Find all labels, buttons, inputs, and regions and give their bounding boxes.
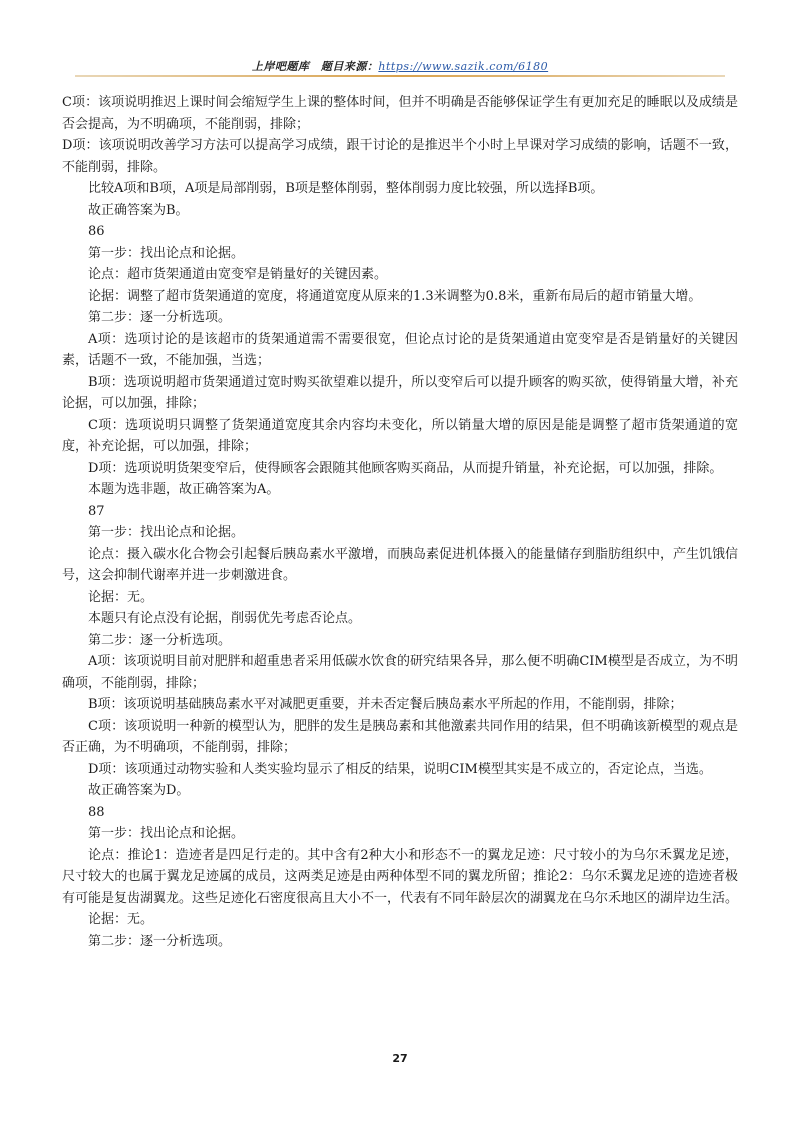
paragraph: 第一步：找出论点和论据。 [88, 525, 245, 540]
paragraph: 第二步：逐一分析选项。 [88, 310, 232, 325]
header-divider [75, 75, 725, 77]
paragraph: A项：该项说明目前对肥胖和超重患者采用低碳水饮食的研究结果各异，那么便不明确CIM模型是否成立，为不明确项，不能削弱，排除； [62, 654, 738, 691]
page-number: 27 [392, 1052, 408, 1065]
paragraph: 本题为选非题，故正确答案为A。 [88, 482, 280, 497]
paragraph: 论点：超市货架通道由宽变窄是销量好的关键因素。 [88, 267, 388, 282]
paragraph: 86 [88, 224, 105, 239]
paragraph: D项：该项通过动物实验和人类实验均显示了相反的结果，说明CIM模型其实是不成立的，否定论点，当选。 [88, 761, 712, 777]
paragraph: 论据：调整了超市货架通道的宽度，将通道宽度从原来的1.3米调整为0.8米，重新布局后的超市销量大增。 [88, 288, 702, 304]
paragraph: 论点：摄入碳水化合物会引起餐后胰岛素水平激增，而胰岛素促进机体摄入的能量储存到脂肪组织中，产生饥饿信号，这会抑制代谢率并进一步刺激进食。 [62, 546, 739, 583]
paragraph: 87 [88, 503, 105, 519]
paragraph: 论据：无。 [88, 912, 154, 927]
paragraph: 第二步：逐一分析选项。 [88, 632, 232, 648]
paragraph: 论据：无。 [88, 589, 154, 605]
paragraph: C项：选项说明只调整了货架通道宽度其余内容均未变化，所以销量大增的原因是能是调整了超市货架通道的宽度，补充论据，可以加强，排除； [62, 417, 738, 454]
source-link[interactable]: https://www.sazik.com/6180 [378, 60, 549, 73]
header-brand: 上岸吧题库 题目来源： [251, 60, 379, 73]
paragraph: D项：选项说明货架变窄后，使得顾客会跟随其他顾客购买商品，从而提升销量，补充论据，可以加强，排除。 [88, 460, 723, 476]
paragraph: C项：该项说明推迟上课时间会缩短学生上课的整体时间，但并不明确是否能够保证学生有更加充足的睡眠以及成绩是否会提高，为不明确项，不能削弱，排除； [62, 95, 738, 132]
paragraph: 比较A项和B项，A项是局部削弱，B项是整体削弱，整体削弱力度比较强，所以选择B项。 [88, 181, 604, 196]
paragraph: C项：该项说明一种新的模型认为，肥胖的发生是胰岛素和其他激素共同作用的结果，但不明确该新模型的观点是否正确，为不明确项，不能削弱，排除； [62, 718, 738, 755]
paragraph: B项：选项说明超市货架通道过宽时购买欲望难以提升，所以变窄后可以提升顾客的购买欲，使得销量大增，补充论据，可以加强，排除； [62, 374, 738, 411]
paragraph: 第一步：找出论点和论据。 [88, 826, 245, 841]
paragraph: 第一步：找出论点和论据。 [88, 245, 245, 261]
paragraph: 本题只有论点没有论据，削弱优先考虑否论点。 [88, 611, 362, 626]
paragraph: 第二步：逐一分析选项。 [88, 933, 232, 949]
paragraph: 88 [88, 804, 105, 820]
page-header [0, 58, 800, 74]
paragraph: A项：选项讨论的是该超市的货架通道需不需要很宽，但论点讨论的是货架通道由宽变窄是否是销量好的关键因素，话题不一致，不能加强，当选； [62, 331, 738, 368]
document-body [62, 92, 738, 952]
paragraph: D项：该项说明改善学习方法可以提高学习成绩，跟干讨论的是推迟半个小时上早课对学习成绩的影响，话题不一致，不能削弱，排除。 [62, 138, 738, 175]
paragraph: B项：该项说明基础胰岛素水平对减肥更重要，并未否定餐后胰岛素水平所起的作用，不能削弱，排除； [88, 697, 683, 712]
paragraph: 故正确答案为B。 [88, 202, 189, 218]
paragraph: 论点：推论1：造迹者是四足行走的。其中含有2种大小和形态不一的翼龙足迹：尺寸较小的为乌尔禾翼龙足迹，尺寸较大的也属于翼龙足迹属的成员，这两类足迹是由两种体型不同的翼龙所留；推论2：乌尔禾翼龙足迹的造迹者极有可能是复齿湖翼龙。这些足迹化石密度很高且大小不一，代表有不同年龄层次的湖翼龙在乌尔禾地区的湖岸边生活。 [62, 847, 739, 906]
paragraph: 故正确答案为D。 [88, 783, 190, 798]
